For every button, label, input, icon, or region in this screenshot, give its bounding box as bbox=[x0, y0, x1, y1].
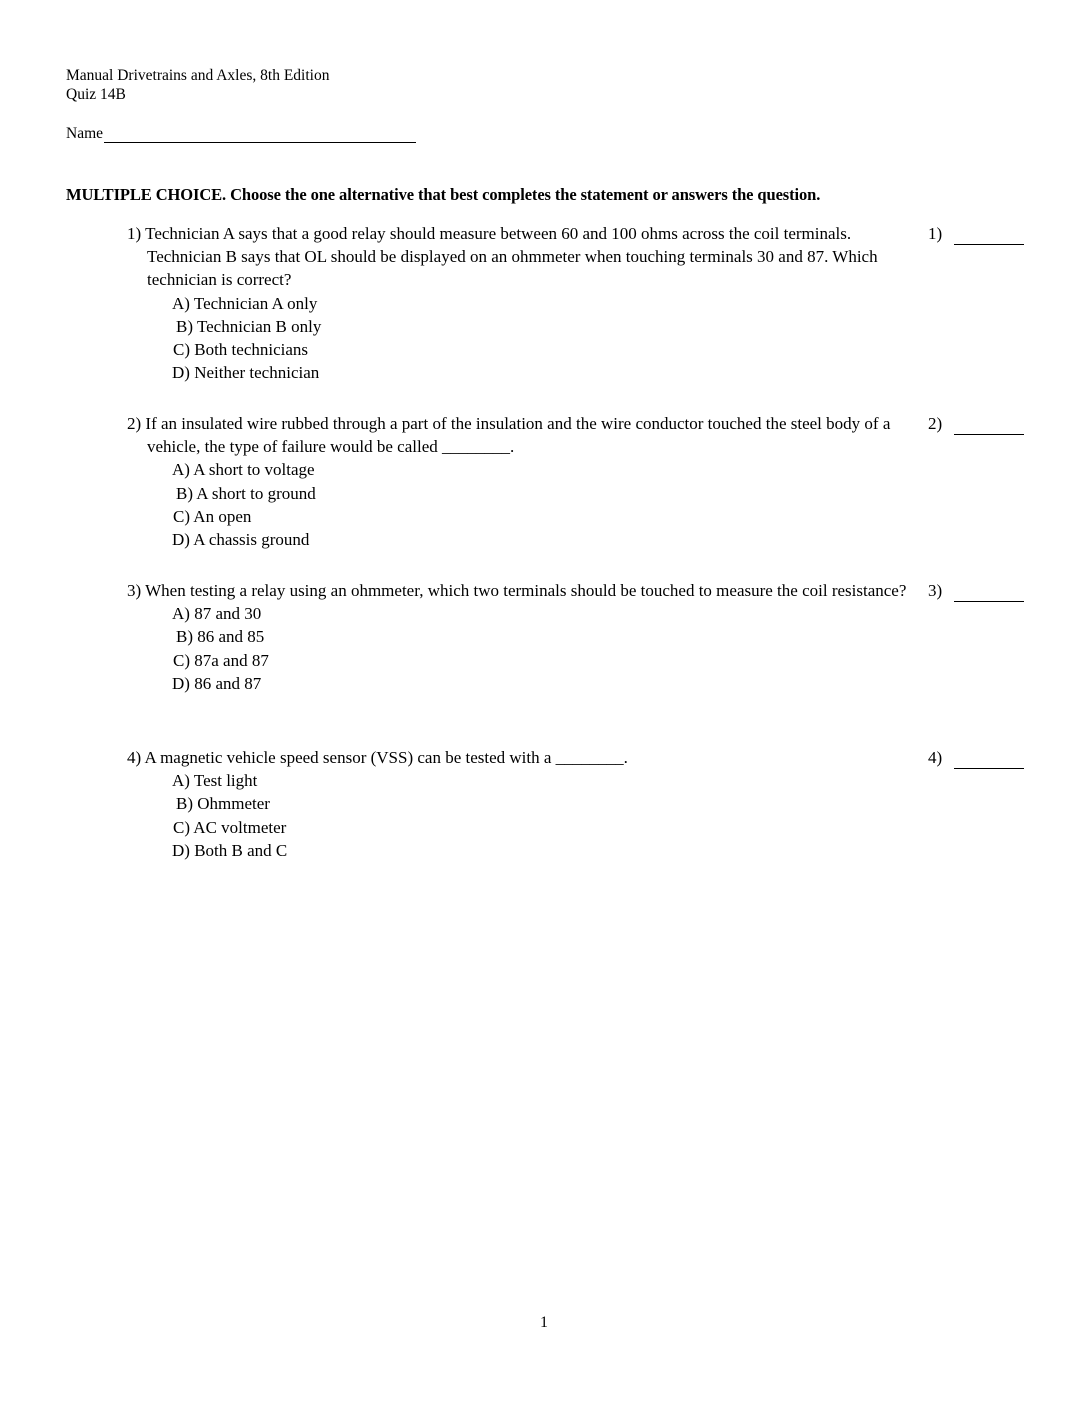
option-a[interactable]: A) A short to voltage bbox=[172, 460, 315, 480]
option-c[interactable]: C) 87a and 87 bbox=[173, 650, 269, 670]
answer-slot-2 bbox=[928, 412, 1024, 435]
name-label: Name bbox=[66, 125, 104, 142]
answer-options bbox=[172, 458, 907, 551]
answer-label: 1) bbox=[928, 224, 943, 243]
question-1 bbox=[127, 222, 907, 384]
answer-label: 2) bbox=[928, 414, 943, 433]
question-4 bbox=[127, 746, 907, 862]
name-blank-line[interactable] bbox=[104, 124, 416, 143]
option-d[interactable]: D) Both B and C bbox=[172, 840, 288, 860]
option-d[interactable]: D) 86 and 87 bbox=[172, 673, 262, 693]
answer-blank[interactable] bbox=[954, 583, 1024, 602]
question-number: 3) bbox=[127, 581, 142, 600]
option-a[interactable]: A) 87 and 30 bbox=[172, 604, 262, 624]
option-b[interactable]: B) 86 and 85 bbox=[176, 627, 265, 647]
answer-blank[interactable] bbox=[954, 750, 1024, 769]
question-2 bbox=[127, 412, 907, 551]
course-title: Manual Drivetrains and Axles, 8th Edition bbox=[66, 67, 330, 84]
option-d[interactable]: D) Neither technician bbox=[172, 363, 320, 383]
document-header bbox=[66, 66, 329, 104]
question-text: If an insulated wire rubbed through a part of the insulation and the wire conductor touched the steel body of a vehicle, the type of failure would be called ________. bbox=[145, 414, 891, 457]
answer-slot-3 bbox=[928, 579, 1024, 602]
option-a[interactable]: A) Test light bbox=[172, 771, 258, 791]
question-stem bbox=[127, 222, 907, 292]
option-b[interactable]: B) Technician B only bbox=[176, 316, 322, 336]
page-number: 1 bbox=[540, 1314, 548, 1331]
option-c[interactable]: C) An open bbox=[173, 506, 252, 526]
answer-blank[interactable] bbox=[954, 416, 1024, 435]
question-number: 1) bbox=[127, 224, 142, 243]
answer-label: 4) bbox=[928, 748, 943, 767]
option-d[interactable]: D) A chassis ground bbox=[172, 530, 310, 550]
option-b[interactable]: B) Ohmmeter bbox=[176, 794, 270, 814]
answer-options bbox=[172, 769, 907, 862]
answer-blank[interactable] bbox=[954, 226, 1024, 245]
answer-slot-1 bbox=[928, 222, 1024, 245]
quiz-title: Quiz 14B bbox=[66, 86, 126, 103]
question-stem bbox=[127, 746, 907, 769]
question-stem bbox=[127, 412, 907, 458]
question-number: 2) bbox=[127, 414, 142, 433]
answer-slot-4 bbox=[928, 746, 1024, 769]
answer-label: 3) bbox=[928, 581, 943, 600]
answer-options bbox=[172, 292, 907, 385]
question-3 bbox=[127, 579, 907, 695]
question-number: 4) bbox=[127, 748, 142, 767]
question-text: Technician A says that a good relay should measure between 60 and 100 ohms across the coil terminals. Technician B says that OL should be displayed on an ohmmeter when touching terminals 30 and 87. Which technician is correct? bbox=[145, 224, 878, 290]
answer-options bbox=[172, 602, 907, 695]
name-field-row bbox=[66, 124, 416, 143]
option-c[interactable]: C) AC voltmeter bbox=[173, 817, 287, 837]
question-text: When testing a relay using an ohmmeter, which two terminals should be touched to measure the coil resistance? bbox=[145, 581, 907, 600]
option-a[interactable]: A) Technician A only bbox=[172, 293, 318, 313]
question-text: A magnetic vehicle speed sensor (VSS) can be tested with a ________. bbox=[144, 748, 628, 767]
option-b[interactable]: B) A short to ground bbox=[176, 483, 316, 503]
section-instructions: MULTIPLE CHOICE. Choose the one alternative that best completes the statement or answers the question. bbox=[66, 185, 821, 204]
question-stem bbox=[127, 579, 907, 602]
option-c[interactable]: C) Both technicians bbox=[173, 340, 309, 360]
